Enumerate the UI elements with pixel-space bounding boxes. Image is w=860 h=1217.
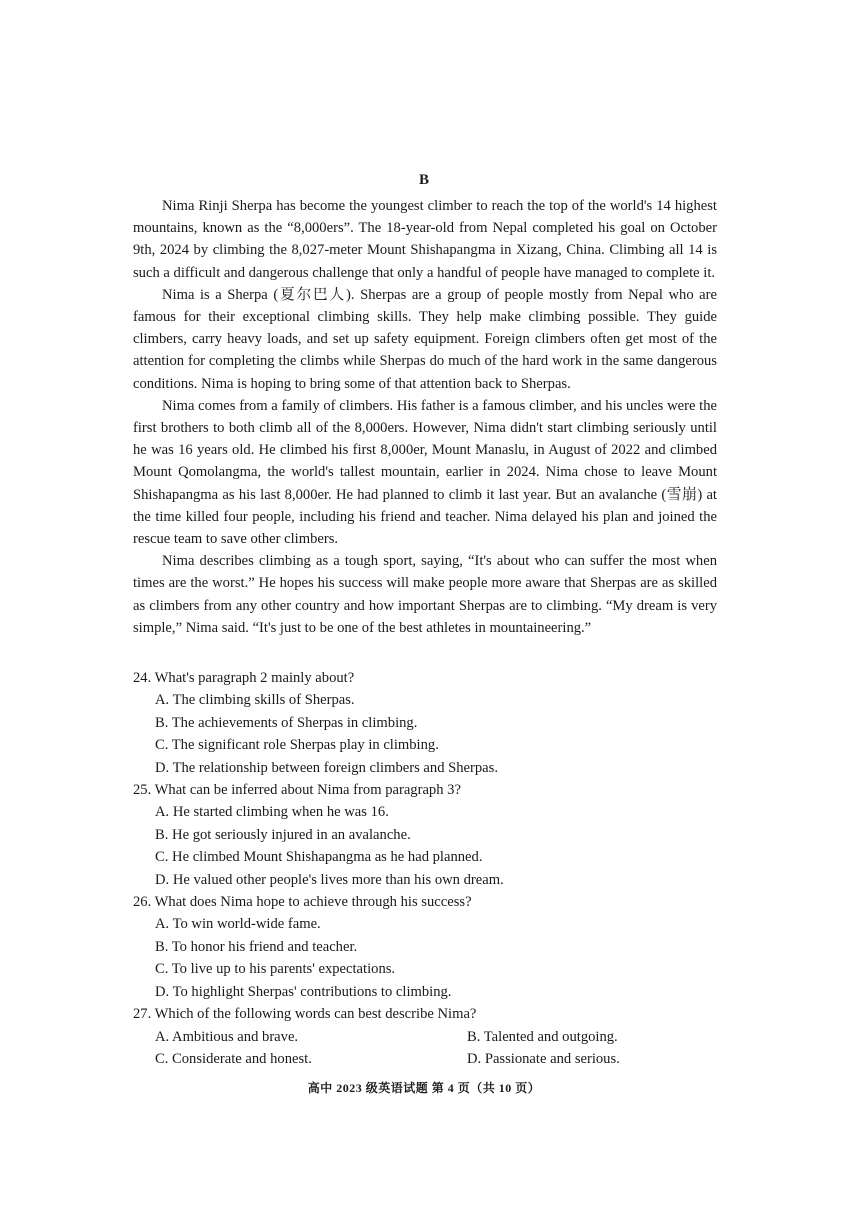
option-c: C. Considerate and honest.: [155, 1050, 312, 1067]
option-d: D. The relationship between foreign climbers and Sherpas.: [155, 759, 498, 776]
passage-paragraph: Nima describes climbing as a tough sport, saying, “It's about who can suffer the most when times are the worst.” He hopes his success will make people more aware that Sherpas are as skilled as climbers from any other country and how important Sherpas are to climbing. “My dream is very simple,” Nima said. “It's just to be one of the best athletes in mountaineering.”: [133, 553, 717, 636]
option-c: C. He climbed Mount Shishapangma as he had planned.: [155, 849, 483, 866]
passage-paragraph: Nima Rinji Sherpa has become the youngest climber to reach the top of the world's 14 highest mountains, known as the “8,000ers”. The 18-year-old from Nepal completed his goal on October 9th, 2024 by climbing the 8,027-meter Mount Shishapangma in Xizang, China. Climbing all 14 is such a difficult and dangerous challenge that only a handful of people have managed to complete it.: [133, 198, 717, 281]
page-footer: 高中 2023 级英语试题 第 4 页（共 10 页）: [307, 1081, 541, 1095]
option-c: C. To live up to his parents' expectations.: [155, 961, 396, 978]
question-26: [133, 891, 717, 1003]
option-d: D. To highlight Sherpas' contributions to climbing.: [155, 983, 452, 1000]
option-list: [133, 801, 717, 891]
option-b: B. He got seriously injured in an avalanche.: [155, 826, 411, 843]
option-d: D. He valued other people's lives more than his own dream.: [155, 871, 504, 888]
option-list: [133, 913, 717, 1003]
passage-paragraph: Nima comes from a family of climbers. His father is a famous climber, and his uncles were the first brothers to both climb all of the 8,000ers. However, Nima didn't start climbing seriously until he was 16 years old. He climbed his first 8,000er, Mount Manaslu, in August of 2022 and climbed Mount Qomolangma, the world's tallest mountain, earlier in 2024. Nima chose to leave Mount Shishapangma as his last 8,000er. He had planned to climb it last year. But an avalanche (雪崩) at the time killed four people, including his friend and teacher. Nima delayed his plan and joined the rescue team to save other climbers.: [133, 397, 717, 548]
option-list: [133, 689, 717, 779]
option-b: B. To honor his friend and teacher.: [155, 938, 358, 955]
question-24: [133, 667, 717, 779]
question-stem: 27. Which of the following words can best describe Nima?: [133, 1006, 477, 1023]
question-list: [133, 667, 717, 1070]
option-a: A. He started climbing when he was 16.: [155, 804, 389, 821]
question-stem: 25. What can be inferred about Nima from paragraph 3?: [133, 782, 461, 799]
reading-passage: [133, 195, 717, 639]
option-d: D. Passionate and serious.: [467, 1050, 620, 1067]
question-stem: 24. What's paragraph 2 mainly about?: [133, 670, 355, 686]
question-stem: 26. What does Nima hope to achieve through his success?: [133, 894, 472, 911]
option-list: [133, 1026, 717, 1071]
section-heading: B: [418, 172, 429, 188]
passage-paragraph: Nima is a Sherpa (夏尔巴人). Sherpas are a group of people mostly from Nepal who are famous for their exceptional climbing skills. They help make climbing possible. They guide climbers, carry heavy loads, and set up safety equipment. Foreign climbers often get most of the attention for completing the climbs while Sherpas do much of the hard work in the same dangerous conditions. Nima is hoping to bring some of that attention back to Sherpas.: [133, 286, 717, 392]
option-a: A. To win world-wide fame.: [155, 916, 321, 933]
option-a: A. Ambitious and brave.: [155, 1028, 299, 1045]
question-27: [133, 1003, 717, 1070]
option-c: C. The significant role Sherpas play in climbing.: [155, 737, 439, 754]
option-b: B. Talented and outgoing.: [467, 1028, 618, 1045]
option-a: A. The climbing skills of Sherpas.: [155, 692, 355, 709]
option-b: B. The achievements of Sherpas in climbing.: [155, 714, 418, 731]
question-25: [133, 779, 717, 891]
